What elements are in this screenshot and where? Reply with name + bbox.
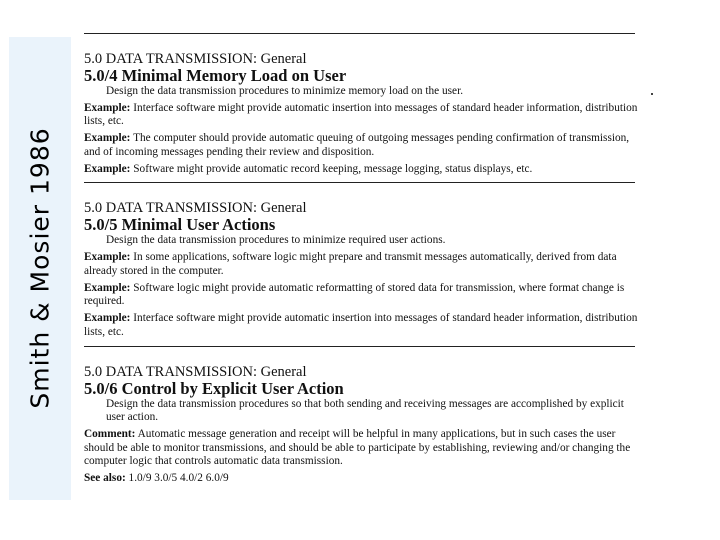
guideline-section — [84, 347, 644, 492]
paragraph-text: 1.0/9 3.0/5 4.0/2 6.0/9 — [125, 472, 229, 485]
author-label: Smith & Mosier 1986 — [25, 127, 55, 409]
paragraph-text: Automatic message generation and receipt will be helpful in many applications, but in such cases the user should be able to monitor transmissions, and should be able to participate by establishing, reviewing and/or changing the computer logic that controls automatic data transmission. — [84, 427, 631, 468]
paragraph-text: Software might provide automatic record keeping, message logging, status displays, etc. — [130, 162, 533, 175]
scan-speck — [651, 93, 653, 95]
paragraph-text: Software logic might provide automatic reformatting of stored data for transmission, where format change is required. — [84, 281, 625, 308]
example-paragraph — [84, 163, 644, 177]
paragraph-label: Comment: — [84, 427, 136, 440]
guidelines-page — [84, 33, 644, 492]
see-also-paragraph — [84, 472, 644, 486]
guideline-section — [84, 183, 644, 345]
guideline-section — [84, 34, 644, 182]
guideline-description: Design the data transmission procedures to minimize memory load on the user. — [106, 85, 464, 97]
paragraph-text: In some applications, software logic might prepare and transmit messages automatically, derived from data already stored in the computer. — [84, 250, 617, 277]
paragraph-text: The computer should provide automatic queuing of outgoing messages pending confirmation of transmission, and of incoming messages pending their review and disposition. — [84, 132, 630, 158]
example-paragraph — [84, 132, 644, 160]
paragraph-label: Example: — [84, 281, 131, 294]
guideline-heading: 5.0/6 Control by Explicit User Action — [84, 378, 344, 398]
section-category: 5.0 DATA TRANSMISSION: General — [84, 363, 307, 380]
section-category: 5.0 DATA TRANSMISSION: General — [84, 51, 307, 67]
example-paragraph — [84, 312, 644, 340]
guideline-description: Design the data transmission procedures so that both sending and receiving messages are accomplished by explicit user action. — [106, 397, 624, 424]
section-category: 5.0 DATA TRANSMISSION: General — [84, 200, 307, 217]
example-paragraph — [84, 282, 644, 310]
comment-paragraph — [84, 428, 644, 469]
guideline-heading: 5.0/4 Minimal Memory Load on User — [84, 66, 347, 85]
paragraph-text: Interface software might provide automatic insertion into messages of standard header information, distribution lists, etc. — [84, 312, 638, 338]
example-paragraph — [84, 251, 644, 279]
paragraph-label: Example: — [84, 101, 131, 114]
guideline-heading: 5.0/5 Minimal User Actions — [84, 215, 276, 235]
paragraph-label: See also: — [84, 472, 126, 485]
paragraph-label: Example: — [84, 312, 131, 325]
paragraph-label: Example: — [84, 250, 131, 263]
paragraph-text: Interface software might provide automatic insertion into messages of standard header information, distribution lists, etc. — [84, 101, 638, 128]
example-paragraph — [84, 102, 644, 130]
paragraph-label: Example: — [84, 132, 131, 145]
paragraph-label: Example: — [84, 162, 131, 175]
guideline-description: Design the data transmission procedures to minimize required user actions. — [106, 234, 446, 247]
